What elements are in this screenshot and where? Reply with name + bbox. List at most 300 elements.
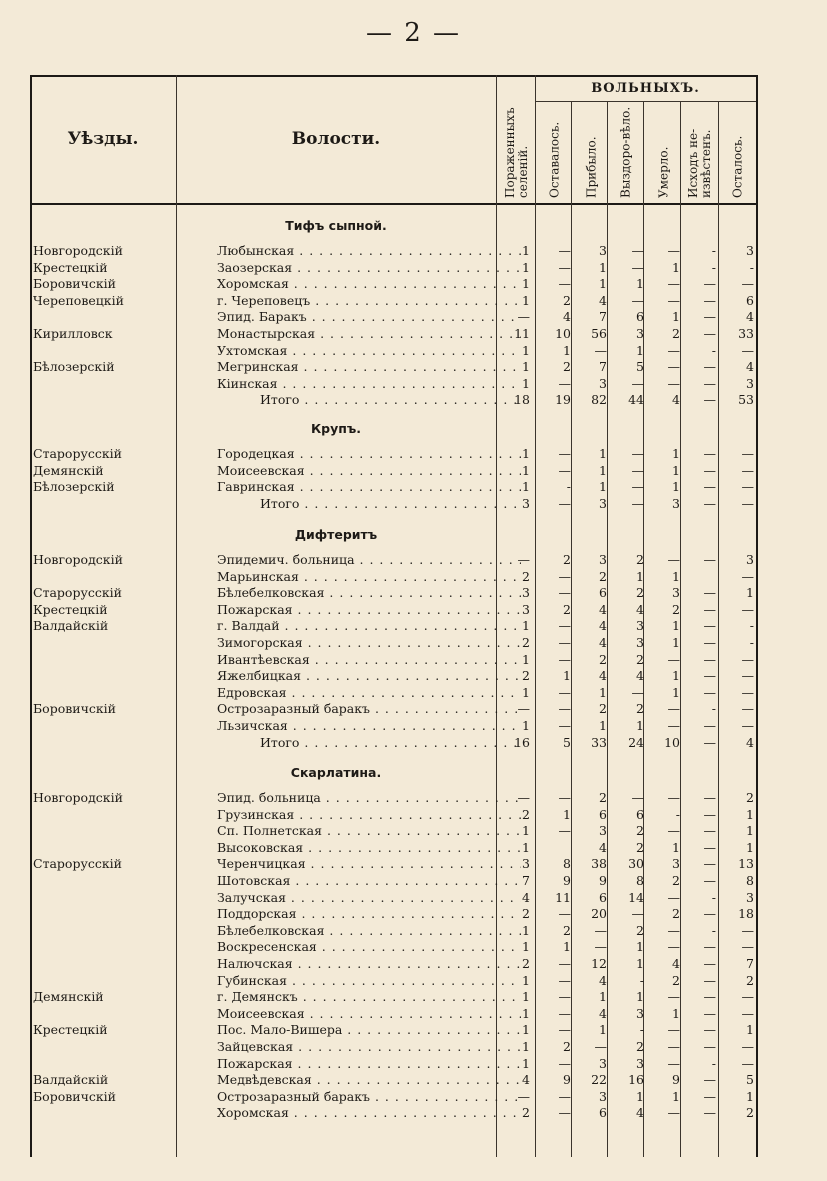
value-cell: —: [558, 823, 571, 839]
uezd-cell: Череповецкій: [33, 292, 124, 308]
value-cell: —: [558, 906, 571, 922]
value-cell: —: [703, 601, 716, 617]
value-cell: 3: [672, 585, 680, 601]
table-row: [30, 1039, 756, 1056]
value-cell: —: [594, 1039, 607, 1054]
value-cell: 1: [672, 259, 680, 275]
value-cell: —: [594, 342, 607, 358]
value-cell: 4: [636, 668, 644, 684]
volost-cell: г. Валдай . . .: [217, 618, 521, 633]
value-cell: —: [631, 446, 644, 461]
value-cell: —: [741, 568, 754, 584]
value-cell: —: [517, 701, 530, 717]
value-cell: —: [741, 939, 754, 955]
volost-cell: Яжелбицкая . . .: [217, 668, 521, 683]
value-cell: —: [558, 956, 571, 971]
value-cell: 4: [636, 1105, 644, 1121]
header-volnykh: ВОЛЬНЫХЪ.: [535, 75, 756, 102]
volost-cell: Хоромская . . .: [217, 1105, 521, 1120]
value-cell: —: [558, 462, 571, 478]
value-cell: —: [741, 651, 754, 667]
value-cell: —: [667, 989, 680, 1005]
value-cell: 4: [746, 359, 754, 375]
value-cell: —: [703, 309, 716, 325]
value-cell: 1: [522, 718, 530, 733]
value-cell: 1: [636, 718, 644, 733]
table-row: [30, 552, 756, 569]
value-cell: 6: [599, 889, 607, 905]
value-cell: —: [741, 718, 754, 733]
volost-cell: Залучская . . .: [217, 890, 521, 905]
table-row: [30, 569, 756, 586]
value-cell: —: [667, 1105, 680, 1121]
volost-cell: Итого . . .: [260, 496, 521, 511]
volost-cell: Зайцевская . . .: [217, 1039, 521, 1054]
value-cell: 1: [522, 375, 530, 391]
value-cell: —: [667, 701, 680, 717]
table-row: [30, 973, 756, 990]
value-cell: 2: [522, 1105, 530, 1121]
volost-cell: Гавринская . . .: [217, 479, 521, 494]
value-cell: —: [703, 989, 716, 1005]
value-cell: —: [667, 243, 680, 258]
value-cell: —: [631, 259, 644, 275]
value-cell: 1: [522, 1055, 530, 1071]
value-cell: —: [703, 392, 716, 408]
value-cell: —: [667, 889, 680, 905]
value-cell: 14: [628, 889, 644, 905]
uezd-cell: Крестецкій: [33, 1022, 108, 1038]
value-cell: 3: [672, 856, 680, 872]
table-row: [30, 1056, 756, 1073]
value-cell: 1: [522, 922, 530, 938]
value-cell: —: [703, 906, 716, 922]
uezd-cell: Крестецкій: [33, 259, 108, 275]
value-cell: —: [703, 1005, 716, 1021]
section-title: Дифтеритъ: [294, 527, 378, 542]
value-cell: —: [741, 276, 754, 292]
value-cell: 19: [555, 392, 571, 408]
value-cell: 2: [522, 668, 530, 684]
rule-right: [756, 75, 758, 1157]
value-cell: 2: [636, 552, 644, 567]
total-row: [30, 735, 756, 752]
value-cell: 1: [563, 668, 571, 684]
value-cell: 2: [522, 906, 530, 922]
value-cell: 3: [636, 1055, 644, 1071]
value-cell: —: [558, 568, 571, 584]
volost-cell: Хоромская . . .: [217, 276, 521, 291]
value-cell: -: [711, 243, 716, 258]
value-cell: 1: [672, 462, 680, 478]
volost-cell: Марьинская . . .: [217, 569, 521, 584]
value-cell: 1: [599, 1022, 607, 1038]
value-cell: 1: [746, 1022, 754, 1038]
header-col-pribylo: Прибыло.: [584, 136, 599, 198]
value-cell: 1: [672, 1005, 680, 1021]
value-cell: 4: [522, 1072, 530, 1088]
value-cell: 56: [591, 326, 607, 341]
value-cell: —: [558, 585, 571, 601]
value-cell: —: [594, 922, 607, 938]
value-cell: —: [741, 462, 754, 478]
table-row: [30, 923, 756, 940]
value-cell: —: [703, 292, 716, 308]
value-cell: 2: [563, 552, 571, 567]
value-cell: 2: [522, 956, 530, 971]
value-cell: 1: [636, 342, 644, 358]
value-cell: —: [703, 635, 716, 650]
value-cell: 1: [522, 292, 530, 308]
page-number: — 2 —: [365, 18, 462, 48]
value-cell: —: [703, 956, 716, 971]
value-cell: 1: [672, 839, 680, 855]
value-cell: —: [631, 243, 644, 258]
value-cell: 7: [599, 359, 607, 375]
value-cell: 1: [746, 585, 754, 601]
value-cell: 7: [522, 873, 530, 888]
value-cell: —: [667, 359, 680, 375]
value-cell: 6: [636, 806, 644, 822]
value-cell: 9: [599, 873, 607, 888]
table-row: [30, 1105, 756, 1122]
volost-cell: Монастырская . . .: [217, 326, 521, 341]
value-cell: —: [703, 495, 716, 511]
value-cell: —: [741, 668, 754, 684]
value-cell: 1: [522, 342, 530, 358]
volost-cell: Воскресенская . . .: [217, 939, 521, 954]
value-cell: -: [675, 806, 680, 822]
volost-cell: Пожарская . . .: [217, 1056, 521, 1071]
value-cell: 1: [599, 259, 607, 275]
volost-cell: Налючская . . .: [217, 956, 521, 971]
value-cell: 2: [746, 1105, 754, 1121]
value-cell: —: [558, 375, 571, 391]
value-cell: —: [703, 856, 716, 872]
value-cell: 4: [746, 734, 754, 750]
total-row: [30, 496, 756, 513]
uezd-cell: Валдайскій: [33, 618, 109, 634]
value-cell: —: [703, 446, 716, 461]
value-cell: —: [741, 1055, 754, 1071]
value-cell: 1: [563, 342, 571, 358]
volost-cell: Грузинская . . .: [217, 807, 521, 822]
value-cell: —: [741, 989, 754, 1005]
value-cell: 12: [591, 956, 607, 971]
value-cell: 2: [563, 292, 571, 308]
section-title: Скарлатина.: [290, 765, 382, 780]
value-cell: —: [741, 922, 754, 938]
value-cell: -: [639, 972, 644, 988]
value-cell: —: [703, 823, 716, 839]
value-cell: 1: [599, 684, 607, 700]
value-cell: 1: [746, 823, 754, 839]
volost-cell: Губинская . . .: [217, 973, 521, 988]
volost-cell: Итого . . .: [260, 392, 521, 407]
value-cell: 24: [628, 734, 644, 750]
value-cell: —: [667, 375, 680, 391]
value-cell: —: [558, 446, 571, 461]
value-cell: 1: [522, 1022, 530, 1038]
value-cell: 20: [591, 906, 607, 922]
value-cell: —: [703, 651, 716, 667]
value-cell: 1: [672, 568, 680, 584]
value-cell: 1: [522, 823, 530, 839]
value-cell: —: [703, 1088, 716, 1104]
value-cell: 1: [746, 839, 754, 855]
value-cell: 16: [514, 734, 530, 750]
uezd-cell: Новгородскій: [33, 552, 123, 567]
value-cell: 1: [636, 568, 644, 584]
value-cell: —: [667, 342, 680, 358]
value-cell: —: [631, 906, 644, 922]
value-cell: —: [741, 1039, 754, 1054]
value-cell: 1: [672, 446, 680, 461]
value-cell: 3: [746, 243, 754, 258]
value-cell: 2: [672, 972, 680, 988]
value-cell: —: [558, 495, 571, 511]
table-row: [30, 293, 756, 310]
value-cell: 2: [636, 823, 644, 839]
table-row: [30, 823, 756, 840]
table-row: [30, 243, 756, 260]
table-row: [30, 790, 756, 807]
value-cell: 2: [522, 806, 530, 822]
table-row: [30, 1006, 756, 1023]
value-cell: 4: [599, 972, 607, 988]
value-cell: —: [594, 939, 607, 955]
value-cell: 3: [599, 495, 607, 511]
table-row: [30, 685, 756, 702]
value-cell: —: [703, 939, 716, 955]
value-cell: —: [703, 1039, 716, 1054]
volost-cell: Сп. Полнетская . . .: [217, 823, 521, 838]
value-cell: 1: [672, 618, 680, 634]
value-cell: 4: [599, 618, 607, 634]
value-cell: 3: [522, 495, 530, 511]
value-cell: 11: [514, 326, 530, 341]
value-cell: 6: [746, 292, 754, 308]
value-cell: -: [711, 701, 716, 717]
volost-cell: Моисеевская . . .: [217, 1006, 521, 1021]
value-cell: 3: [672, 495, 680, 511]
value-cell: 2: [522, 635, 530, 650]
value-cell: —: [741, 495, 754, 511]
header-uezdy: Уѣзды.: [67, 129, 139, 149]
value-cell: 1: [636, 1088, 644, 1104]
volost-cell: Черенчицкая . . .: [217, 856, 521, 871]
value-cell: 1: [522, 276, 530, 292]
value-cell: 13: [738, 856, 754, 872]
value-cell: —: [558, 635, 571, 650]
value-cell: 1: [599, 718, 607, 733]
table-row: [30, 343, 756, 360]
value-cell: —: [558, 684, 571, 700]
value-cell: 1: [522, 618, 530, 634]
header-col-iskhod: Исходъ не-извѣстенъ.: [686, 128, 713, 198]
value-cell: 1: [599, 446, 607, 461]
value-cell: 2: [636, 922, 644, 938]
volost-cell: Острозаразный баракъ . . .: [217, 701, 521, 716]
value-cell: —: [558, 259, 571, 275]
value-cell: —: [667, 790, 680, 805]
uezd-cell: Демянскій: [33, 989, 104, 1005]
value-cell: 1: [522, 259, 530, 275]
value-cell: -: [711, 1055, 716, 1071]
value-cell: 1: [522, 243, 530, 258]
table-row: [30, 463, 756, 480]
value-cell: 3: [636, 635, 644, 650]
value-cell: 3: [599, 1055, 607, 1071]
value-cell: —: [667, 276, 680, 292]
value-cell: —: [631, 292, 644, 308]
value-cell: 2: [563, 601, 571, 617]
value-cell: 9: [563, 873, 571, 888]
value-cell: 1: [522, 1005, 530, 1021]
value-cell: —: [703, 479, 716, 495]
table-row: [30, 856, 756, 873]
value-cell: 16: [628, 1072, 644, 1088]
value-cell: 1: [746, 806, 754, 822]
table-row: [30, 701, 756, 718]
value-cell: 1: [636, 939, 644, 955]
value-cell: 9: [672, 1072, 680, 1088]
value-cell: 1: [672, 1088, 680, 1104]
table-row: [30, 359, 756, 376]
value-cell: —: [703, 718, 716, 733]
volost-cell: Льзичская . . .: [217, 718, 521, 733]
header-volosti: Волости.: [291, 129, 381, 149]
value-cell: 9: [563, 1072, 571, 1088]
table-row: [30, 309, 756, 326]
volost-cell: Итого . . .: [260, 735, 521, 750]
value-cell: 3: [599, 243, 607, 258]
volost-cell: Ивантѣевская . . .: [217, 652, 521, 667]
value-cell: 33: [738, 326, 754, 341]
table-row: [30, 602, 756, 619]
value-cell: 2: [599, 651, 607, 667]
value-cell: 2: [746, 790, 754, 805]
value-cell: 3: [522, 601, 530, 617]
value-cell: —: [558, 972, 571, 988]
value-cell: —: [703, 684, 716, 700]
value-cell: —: [667, 1039, 680, 1054]
volost-cell: г. Череповецъ . . .: [217, 293, 521, 308]
uezd-cell: Валдайскій: [33, 1072, 109, 1088]
table-row: [30, 585, 756, 602]
volost-cell: Городецкая . . .: [217, 446, 521, 461]
value-cell: —: [703, 1022, 716, 1038]
value-cell: 4: [599, 601, 607, 617]
header-col-ostavalos: Оставалось.: [547, 121, 562, 198]
total-row: [30, 392, 756, 409]
value-cell: 5: [746, 1072, 754, 1088]
value-cell: 22: [591, 1072, 607, 1088]
value-cell: 2: [563, 359, 571, 375]
table-row: [30, 807, 756, 824]
value-cell: 3: [636, 618, 644, 634]
table-row: [30, 873, 756, 890]
value-cell: —: [703, 585, 716, 601]
value-cell: 3: [522, 856, 530, 872]
value-cell: 8: [746, 873, 754, 888]
header-col-ostalos: Осталось.: [730, 135, 745, 198]
value-cell: 1: [522, 359, 530, 375]
volost-cell: Высоковская . . .: [217, 840, 521, 855]
value-cell: 1: [522, 839, 530, 855]
value-cell: —: [667, 922, 680, 938]
value-cell: 1: [522, 462, 530, 478]
value-cell: 1: [672, 684, 680, 700]
volost-cell: Кіинская . . .: [217, 376, 521, 391]
value-cell: 18: [738, 906, 754, 922]
section-title: Тифъ сыпной.: [285, 218, 387, 233]
table-row: [30, 939, 756, 956]
value-cell: 3: [636, 1005, 644, 1021]
uezd-cell: Новгородскій: [33, 243, 123, 258]
value-cell: 7: [746, 956, 754, 971]
table-row: [30, 956, 756, 973]
value-cell: —: [703, 326, 716, 341]
table-row: [30, 906, 756, 923]
value-cell: 1: [672, 668, 680, 684]
header-porazhennykh: Пораженныхъ селеній.: [503, 107, 530, 198]
volost-cell: Моисеевская . . .: [217, 463, 521, 478]
value-cell: 1: [522, 1039, 530, 1054]
value-cell: 2: [599, 701, 607, 717]
value-cell: 44: [628, 392, 644, 408]
value-cell: —: [517, 1088, 530, 1104]
uezd-cell: Бѣлозерскій: [33, 479, 115, 495]
value-cell: —: [703, 552, 716, 567]
value-cell: —: [703, 1105, 716, 1121]
value-cell: 3: [746, 375, 754, 391]
value-cell: 3: [599, 1088, 607, 1104]
value-cell: 2: [636, 1039, 644, 1054]
value-cell: 2: [672, 601, 680, 617]
table-row: [30, 718, 756, 735]
value-cell: 1: [522, 939, 530, 955]
volost-cell: Заозерская . . .: [217, 260, 521, 275]
value-cell: —: [558, 1055, 571, 1071]
value-cell: 4: [599, 668, 607, 684]
value-cell: 53: [738, 392, 754, 408]
value-cell: —: [741, 701, 754, 717]
value-cell: 1: [522, 684, 530, 700]
value-cell: 82: [591, 392, 607, 408]
uezd-cell: Новгородскій: [33, 790, 123, 805]
table-row: [30, 840, 756, 857]
table-row: [30, 1089, 756, 1106]
volost-cell: Ухтомская . . .: [217, 343, 521, 358]
value-cell: —: [741, 1005, 754, 1021]
value-cell: 8: [636, 873, 644, 888]
value-cell: —: [558, 651, 571, 667]
value-cell: 4: [636, 601, 644, 617]
table-row: [30, 326, 756, 343]
value-cell: —: [667, 718, 680, 733]
value-cell: 1: [522, 989, 530, 1005]
value-cell: —: [703, 790, 716, 805]
value-cell: —: [517, 552, 530, 567]
value-cell: 2: [672, 326, 680, 341]
table-row: [30, 276, 756, 293]
volost-cell: Едровская . . .: [217, 685, 521, 700]
value-cell: 3: [599, 823, 607, 839]
table-row: [30, 989, 756, 1006]
value-cell: —: [703, 668, 716, 684]
uezd-cell: Старорусскій: [33, 446, 122, 461]
